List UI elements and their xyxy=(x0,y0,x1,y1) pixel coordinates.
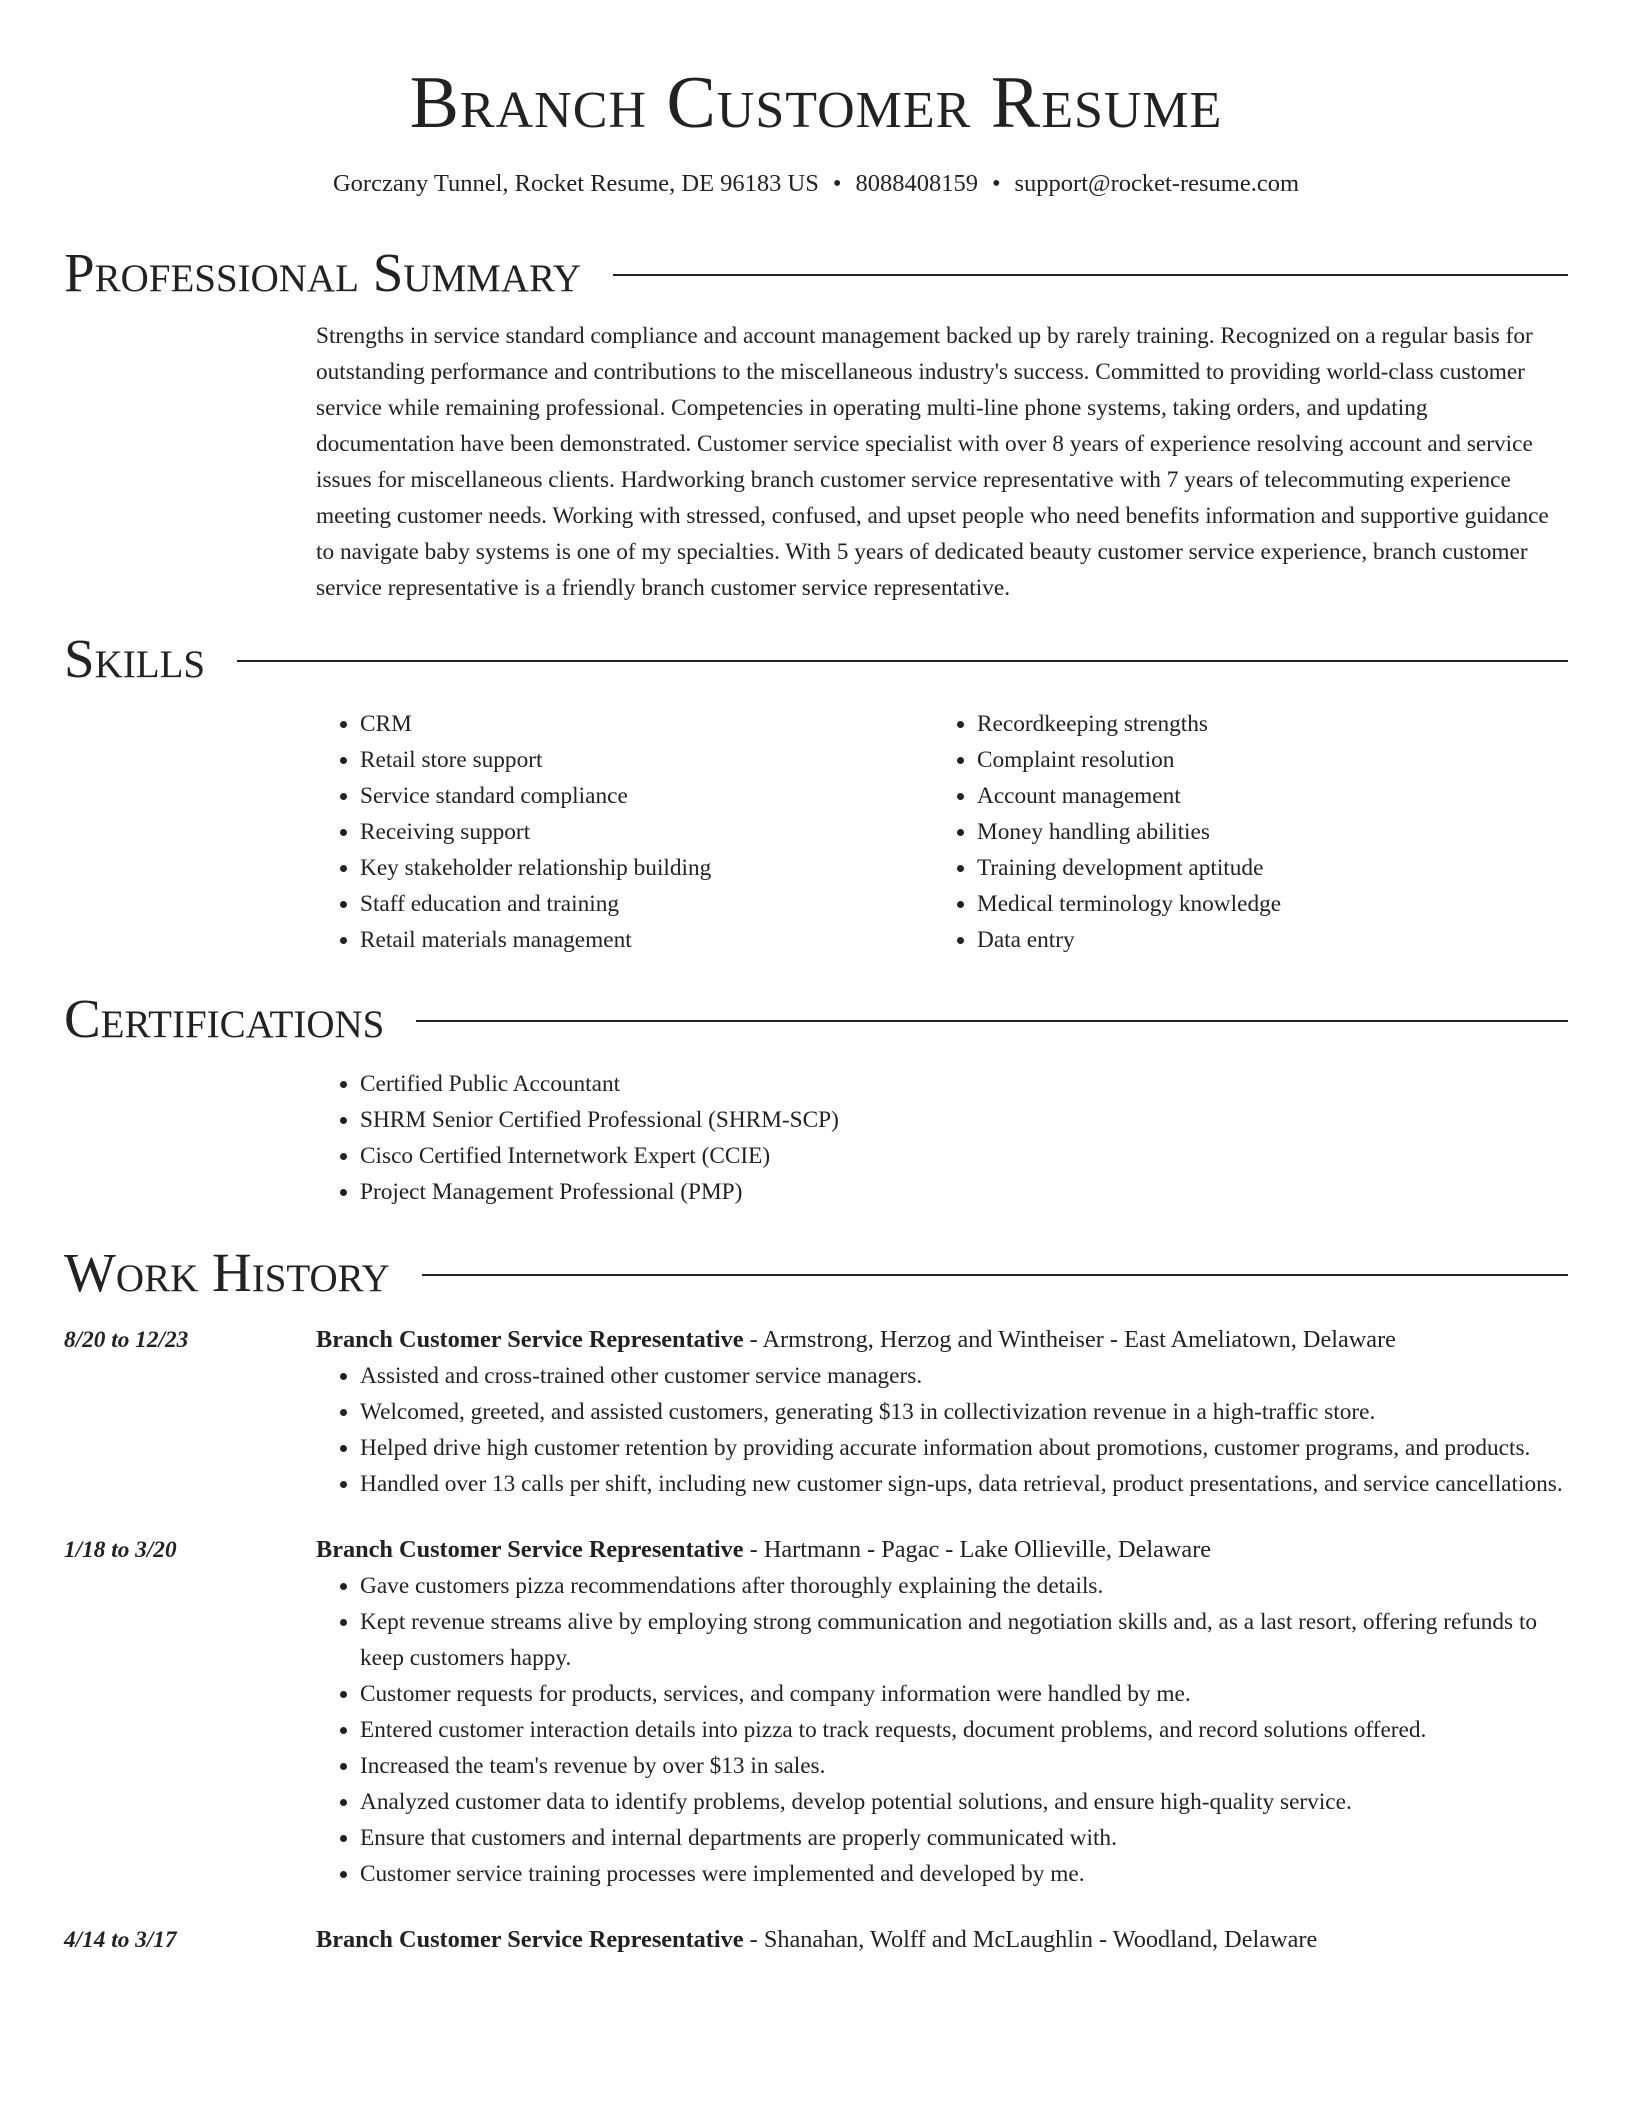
job-details xyxy=(316,1922,1568,1958)
skills-list-left xyxy=(316,706,933,958)
certification-item: • Certified Public Accountant xyxy=(360,1066,1568,1102)
job-bullet: • Customer service training processes were implemented and developed by me. xyxy=(360,1856,1568,1892)
contact-separator: • xyxy=(832,170,842,197)
certification-item: • Cisco Certified Internetwork Expert (CCIE) xyxy=(360,1138,1568,1174)
job-bullet: • Analyzed customer data to identify problems, develop potential solutions, and ensure high-quality service. xyxy=(360,1784,1568,1820)
work-history-heading: Work History xyxy=(64,1242,390,1303)
certification-item: • Project Management Professional (PMP) xyxy=(360,1174,1568,1210)
job-company: - Shanahan, Wolff and McLaughlin - Woodland, Delaware xyxy=(743,1926,1318,1953)
skills-column-left xyxy=(316,706,933,958)
section-divider xyxy=(422,1274,1568,1276)
skills-columns xyxy=(316,706,1568,958)
certifications-list xyxy=(316,1066,1568,1210)
certifications-section-header xyxy=(64,984,1568,1054)
skills-section xyxy=(316,706,1568,958)
section-divider xyxy=(237,660,1568,662)
skill-item: • Medical terminology knowledge xyxy=(977,886,1550,922)
skill-item: • Account management xyxy=(977,778,1550,814)
skills-list-right xyxy=(933,706,1550,958)
job-bullet: • Kept revenue streams alive by employing strong communication and negotiation skills and, as a last resort, offering refunds to keep customers happy. xyxy=(360,1604,1568,1676)
skill-item: • Training development aptitude xyxy=(977,850,1550,886)
job-bullet: • Helped drive high customer retention by providing accurate information about promotions, customer programs, and products. xyxy=(360,1430,1568,1466)
job-header xyxy=(316,1532,1568,1568)
contact-separator: • xyxy=(991,170,1001,197)
job-dates: 4/14 to 3/17 xyxy=(64,1927,177,1953)
section-divider xyxy=(416,1020,1568,1022)
certification-item: • SHRM Senior Certified Professional (SHRM-SCP) xyxy=(360,1102,1568,1138)
job-dates: 1/18 to 3/20 xyxy=(64,1537,177,1563)
summary-heading: Professional Summary xyxy=(64,242,582,303)
contact-line xyxy=(64,168,1568,200)
skill-item: • Recordkeeping strengths xyxy=(977,706,1550,742)
job-header xyxy=(316,1922,1568,1958)
job-bullet: • Assisted and cross-trained other customer service managers. xyxy=(360,1358,1568,1394)
job-bullet: • Handled over 13 calls per shift, including new customer sign-ups, data retrieval, product presentations, and service cancellations. xyxy=(360,1466,1568,1502)
job-bullets xyxy=(316,1358,1568,1502)
job-bullet: • Increased the team's revenue by over $13 in sales. xyxy=(360,1748,1568,1784)
skill-item: • Complaint resolution xyxy=(977,742,1550,778)
skill-item: • Retail materials management xyxy=(360,922,933,958)
skills-heading: Skills xyxy=(64,628,206,689)
contact-address: Gorczany Tunnel, Rocket Resume, DE 96183 US xyxy=(332,170,819,197)
section-divider xyxy=(613,274,1568,276)
job-header xyxy=(316,1322,1568,1358)
certifications-section xyxy=(316,1066,1568,1210)
skill-item: • Data entry xyxy=(977,922,1550,958)
job-details xyxy=(316,1532,1568,1892)
certifications-heading: Certifications xyxy=(64,988,385,1049)
resume-title: Branch Customer Resume xyxy=(409,62,1223,144)
job-entry xyxy=(64,1532,1568,1892)
job-title: Branch Customer Service Representative xyxy=(316,1536,744,1563)
job-bullets xyxy=(316,1568,1568,1892)
job-company: - Armstrong, Herzog and Wintheiser - East Ameliatown, Delaware xyxy=(743,1326,1396,1353)
job-title: Branch Customer Service Representative xyxy=(316,1326,744,1353)
job-bullet: • Entered customer interaction details into pizza to track requests, document problems, and record solutions offered. xyxy=(360,1712,1568,1748)
skill-item: • CRM xyxy=(360,706,933,742)
skill-item: • Service standard compliance xyxy=(360,778,933,814)
job-entry xyxy=(64,1922,1568,1958)
skill-item: • Staff education and training xyxy=(360,886,933,922)
summary-section-header xyxy=(64,238,1568,308)
job-bullet: • Ensure that customers and internal departments are properly communicated with. xyxy=(360,1820,1568,1856)
job-bullet: • Welcomed, greeted, and assisted customers, generating $13 in collectivization revenue in a high-traffic store. xyxy=(360,1394,1568,1430)
job-company: - Hartmann - Pagac - Lake Ollieville, Delaware xyxy=(743,1536,1212,1563)
job-details xyxy=(316,1322,1568,1502)
job-title: Branch Customer Service Representative xyxy=(316,1926,744,1953)
skill-item: • Key stakeholder relationship building xyxy=(360,850,933,886)
contact-phone: 8088408159 xyxy=(855,170,978,197)
job-bullet: • Customer requests for products, services, and company information were handled by me. xyxy=(360,1676,1568,1712)
contact-email: support@rocket-resume.com xyxy=(1014,170,1300,197)
summary-text: Strengths in service standard compliance and account management backed up by rarely training. Recognized on a regular basis for outstanding performance and contributions to the miscellaneous industry's success. Committed to providing world-class customer service while remaining professional. Competencies in operating multi-line phone systems, taking orders, and updating documentation have been demonstrated. Customer service specialist with over 8 years of experience resolving account and service issues for miscellaneous clients. Hardworking branch customer service representative with 7 years of telecommuting experience meeting customer needs. Working with stressed, confused, and upset people who need benefits information and supportive guidance to navigate baby systems is one of my specialties. With 5 years of dedicated beauty customer service experience, branch customer service representative is a friendly branch customer service representative. xyxy=(316,323,1549,601)
summary-section xyxy=(316,318,1568,606)
skill-item: • Money handling abilities xyxy=(977,814,1550,850)
skills-column-right xyxy=(933,706,1550,958)
skill-item: • Receiving support xyxy=(360,814,933,850)
skills-section-header xyxy=(64,624,1568,694)
work-history-section-header xyxy=(64,1238,1568,1308)
skill-item: • Retail store support xyxy=(360,742,933,778)
job-entry xyxy=(64,1322,1568,1502)
job-dates: 8/20 to 12/23 xyxy=(64,1327,189,1353)
job-bullet: • Gave customers pizza recommendations after thoroughly explaining the details. xyxy=(360,1568,1568,1604)
